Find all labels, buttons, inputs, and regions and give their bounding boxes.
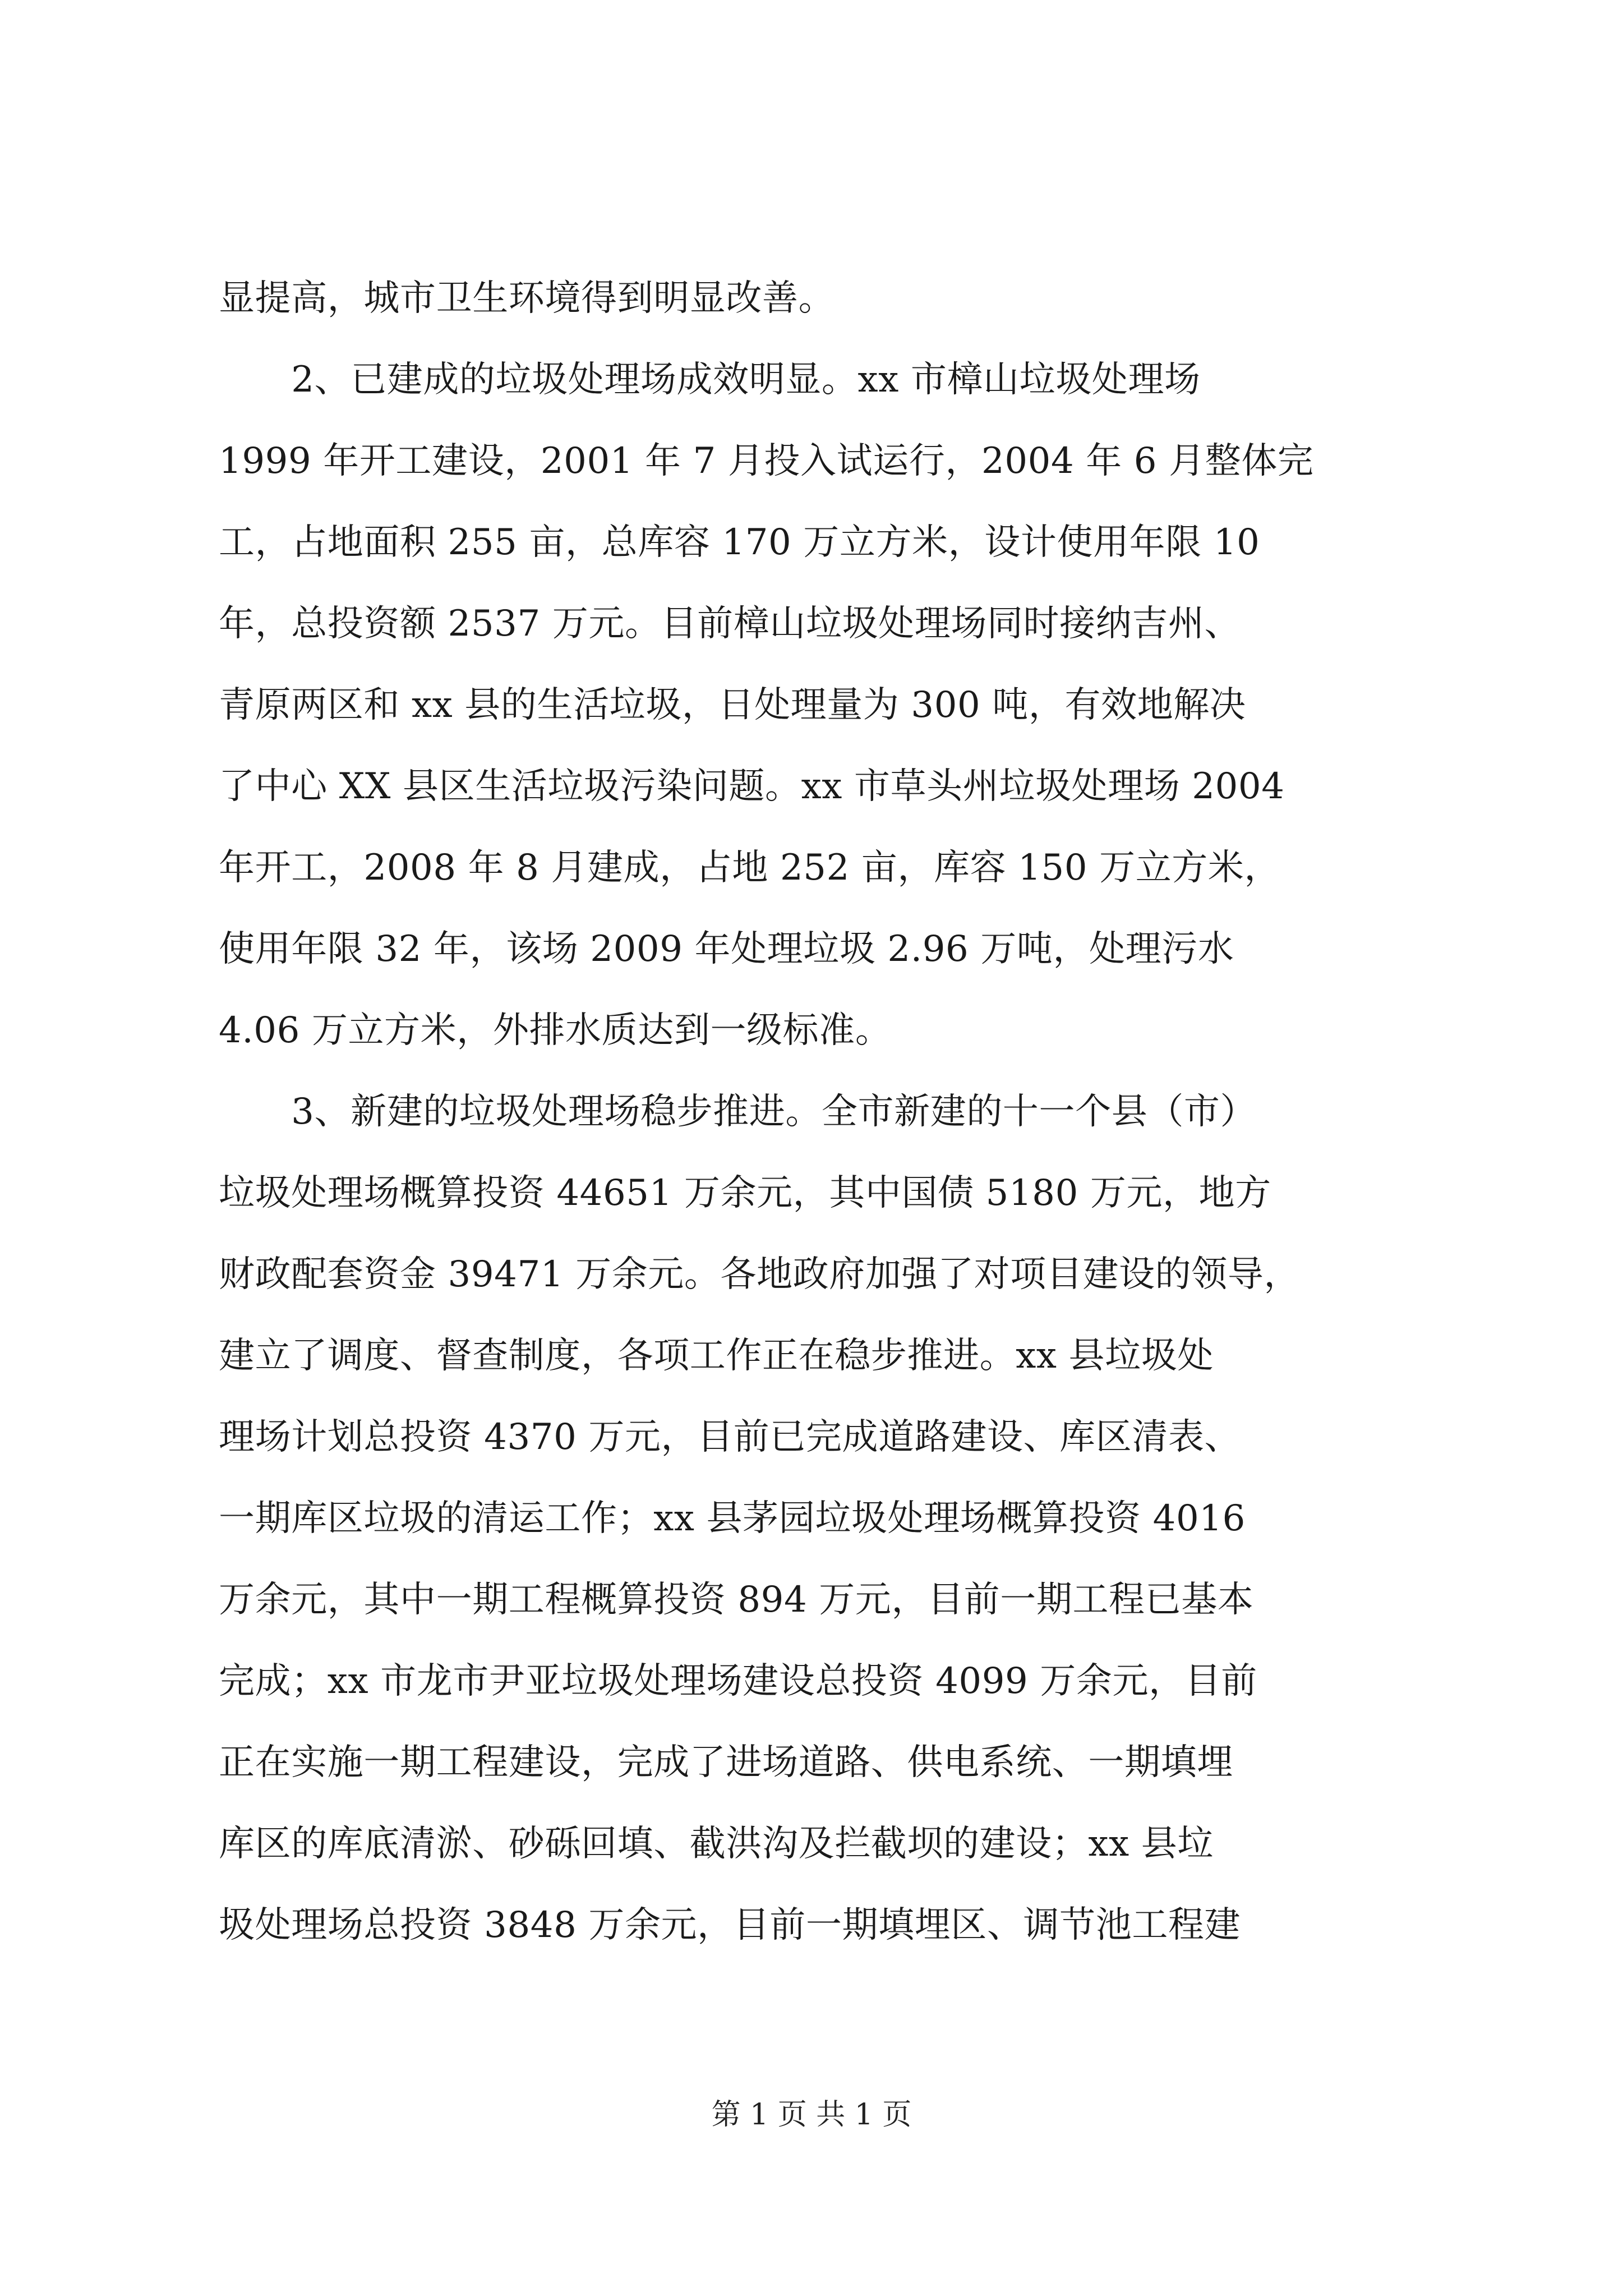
text-line: 2、已建成的垃圾处理场成效明显。xx 市樟山垃圾处理场 [219, 359, 1201, 401]
text-line: 理场计划总投资 4370 万元，目前已完成道路建设、库区清表、 [219, 1416, 1241, 1458]
text-line: 财政配套资金 39471 万余元。各地政府加强了对项目建设的领导， [219, 1254, 1301, 1295]
document-body [219, 258, 1413, 1966]
text-line: 一期库区垃圾的清运工作；xx 县茅园垃圾处理场概算投资 4016 [219, 1498, 1246, 1539]
text-line: 库区的库底清淤、砂砾回填、截洪沟及拦截坝的建设；xx 县垃 [219, 1823, 1214, 1865]
text-line: 正在实施一期工程建设，完成了进场道路、供电系统、一期填埋 [219, 1742, 1233, 1783]
text-line: 显提高，城市卫生环境得到明显改善。 [219, 278, 835, 319]
text-line: 年开工，2008 年 8 月建成，占地 252 亩，库容 150 万立方米， [219, 847, 1281, 889]
text-line: 圾处理场总投资 3848 万余元，目前一期填埋区、调节池工程建 [219, 1904, 1241, 1946]
text-line: 了中心 XX 县区生活垃圾污染问题。xx 市草头州垃圾处理场 2004 [219, 766, 1285, 807]
text-line: 完成；xx 市龙市尹亚垃圾处理场建设总投资 4099 万余元，目前 [219, 1660, 1257, 1702]
text-line: 年，总投资额 2537 万元。目前樟山垃圾处理场同时接纳吉州、 [219, 603, 1241, 645]
text-line: 工，占地面积 255 亩，总库容 170 万立方米，设计使用年限 10 [219, 522, 1260, 563]
text-line: 3、新建的垃圾处理场稳步推进。全市新建的十一个县（市） [219, 1091, 1257, 1133]
text-line: 万余元，其中一期工程概算投资 894 万元，目前一期工程已基本 [219, 1579, 1254, 1621]
text-line: 4.06 万立方米，外排水质达到一级标准。 [219, 1010, 892, 1051]
page-footer: 第 1 页 共 1 页 [711, 2098, 912, 2132]
text-line: 1999 年开工建设，2001 年 7 月投入试运行，2004 年 6 月整体完 [219, 440, 1314, 482]
text-line: 使用年限 32 年，该场 2009 年处理垃圾 2.96 万吨，处理污水 [219, 928, 1234, 970]
text-line: 垃圾处理场概算投资 44651 万余元，其中国债 5180 万元，地方 [219, 1172, 1271, 1214]
text-line: 青原两区和 xx 县的生活垃圾，日处理量为 300 吨，有效地解决 [219, 684, 1246, 726]
text-line: 建立了调度、督查制度，各项工作正在稳步推进。xx 县垃圾处 [219, 1335, 1214, 1377]
